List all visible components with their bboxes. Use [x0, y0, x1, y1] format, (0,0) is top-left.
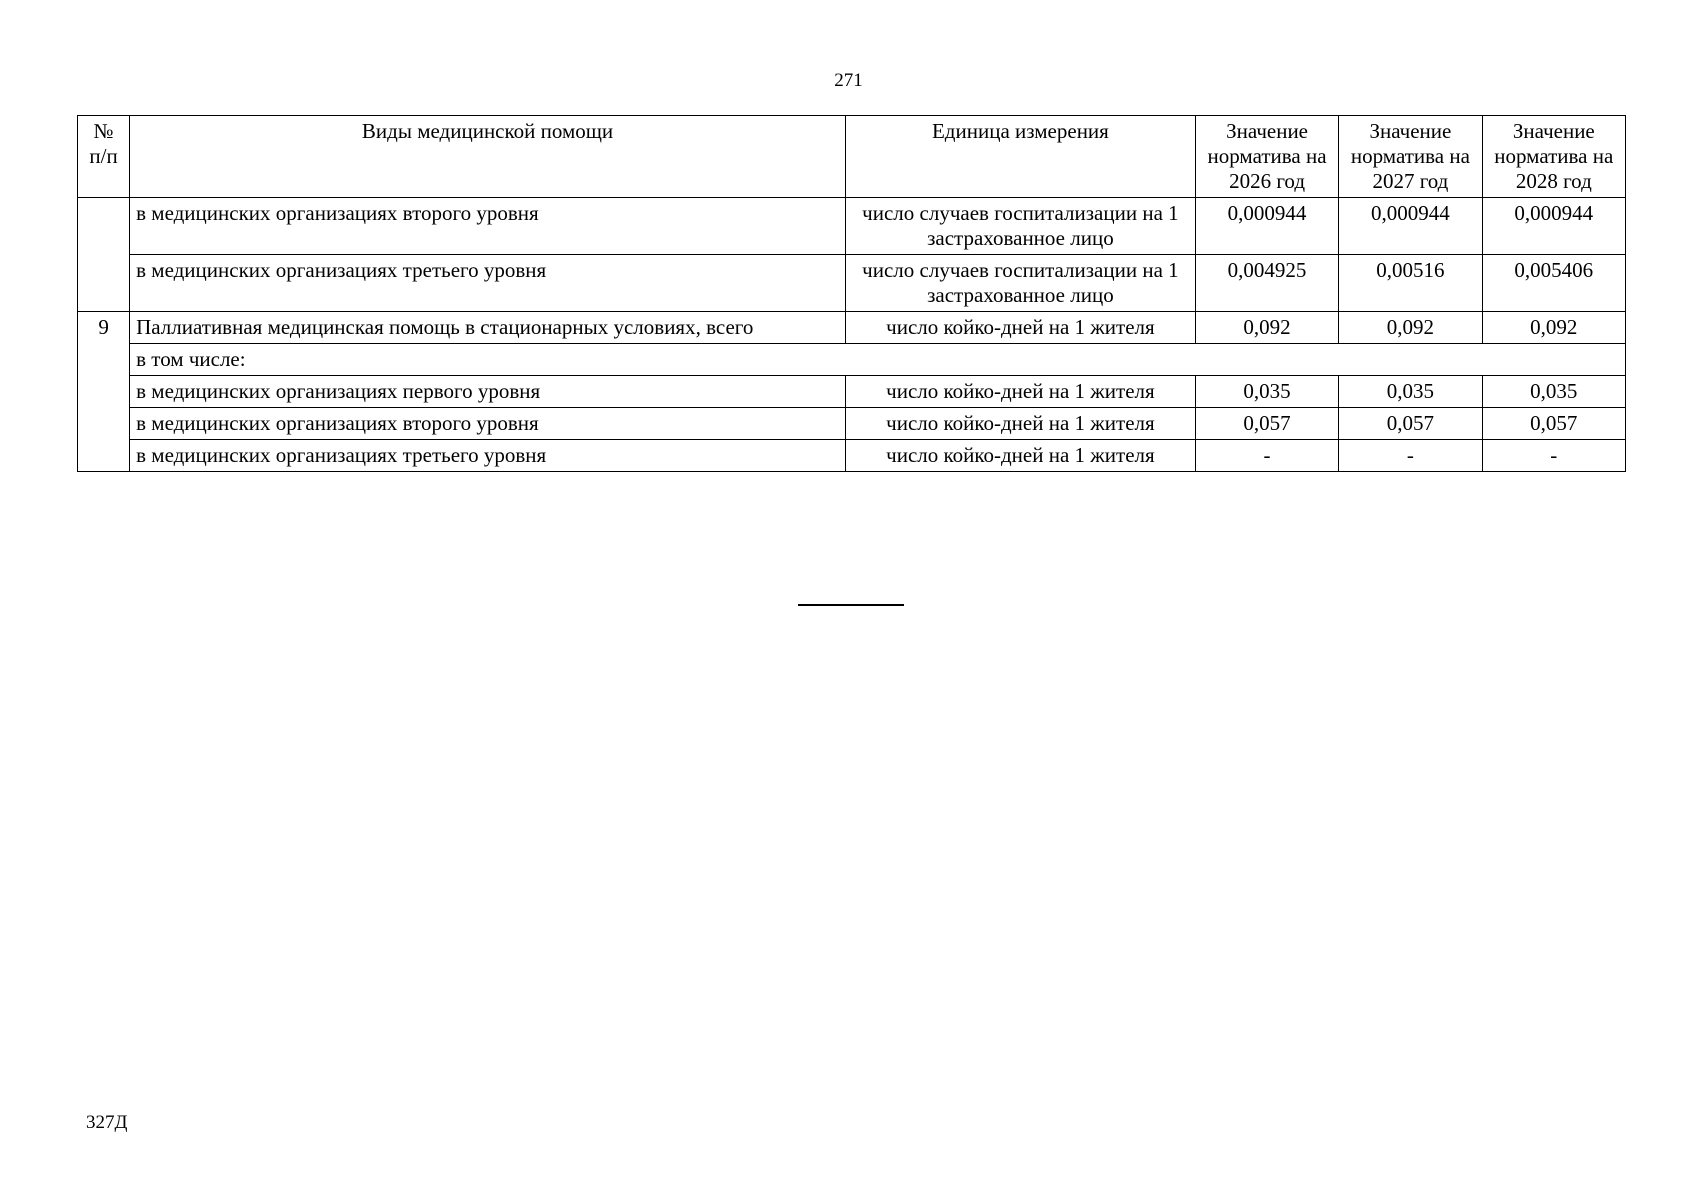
- unit-cell: число случаев госпитализации на 1 застрахованное лицо: [845, 198, 1195, 255]
- subheading-cell: в том числе:: [130, 344, 1626, 376]
- value-2026-cell: 0,057: [1195, 408, 1338, 440]
- header-unit: Единица измерения: [845, 116, 1195, 198]
- unit-cell: число случаев госпитализации на 1 застрахованное лицо: [845, 255, 1195, 312]
- value-2028-cell: -: [1482, 440, 1625, 472]
- table-row: [78, 255, 1626, 312]
- kind-cell: Паллиативная медицинская помощь в стационарных условиях, всего: [130, 312, 846, 344]
- kind-cell: в медицинских организациях второго уровня: [130, 198, 846, 255]
- value-2026-cell: -: [1195, 440, 1338, 472]
- value-2026-cell: 0,004925: [1195, 255, 1338, 312]
- value-2028-cell: 0,000944: [1482, 198, 1625, 255]
- page-number: 271: [834, 70, 863, 91]
- table-header-row: [78, 116, 1626, 198]
- row-num-cell: 9: [78, 312, 130, 472]
- table-row: [78, 408, 1626, 440]
- norms-table: [77, 115, 1626, 472]
- unit-cell: число койко-дней на 1 жителя: [845, 408, 1195, 440]
- kind-cell: в медицинских организациях третьего уровня: [130, 440, 846, 472]
- table-row: [78, 344, 1626, 376]
- value-2027-cell: 0,035: [1339, 376, 1482, 408]
- unit-cell: число койко-дней на 1 жителя: [845, 376, 1195, 408]
- value-2026-cell: 0,035: [1195, 376, 1338, 408]
- header-year-2028: Значение норматива на 2028 год: [1482, 116, 1625, 198]
- document-code: 327Д: [86, 1112, 128, 1133]
- value-2028-cell: 0,092: [1482, 312, 1625, 344]
- row-num-cell: [78, 198, 130, 312]
- value-2027-cell: 0,057: [1339, 408, 1482, 440]
- value-2028-cell: 0,035: [1482, 376, 1625, 408]
- value-2027-cell: 0,092: [1339, 312, 1482, 344]
- end-separator-line: [798, 604, 904, 606]
- value-2026-cell: 0,092: [1195, 312, 1338, 344]
- kind-cell: в медицинских организациях третьего уровня: [130, 255, 846, 312]
- value-2028-cell: 0,057: [1482, 408, 1625, 440]
- value-2026-cell: 0,000944: [1195, 198, 1338, 255]
- kind-cell: в медицинских организациях второго уровня: [130, 408, 846, 440]
- header-year-2026: Значение норматива на 2026 год: [1195, 116, 1338, 198]
- header-kind: Виды медицинской помощи: [130, 116, 846, 198]
- header-year-2027: Значение норматива на 2027 год: [1339, 116, 1482, 198]
- table-row: [78, 376, 1626, 408]
- value-2027-cell: 0,00516: [1339, 255, 1482, 312]
- table-row: [78, 312, 1626, 344]
- table-row: [78, 198, 1626, 255]
- value-2027-cell: -: [1339, 440, 1482, 472]
- value-2028-cell: 0,005406: [1482, 255, 1625, 312]
- unit-cell: число койко-дней на 1 жителя: [845, 312, 1195, 344]
- unit-cell: число койко-дней на 1 жителя: [845, 440, 1195, 472]
- kind-cell: в медицинских организациях первого уровня: [130, 376, 846, 408]
- header-num: № п/п: [78, 116, 130, 198]
- value-2027-cell: 0,000944: [1339, 198, 1482, 255]
- table-row: [78, 440, 1626, 472]
